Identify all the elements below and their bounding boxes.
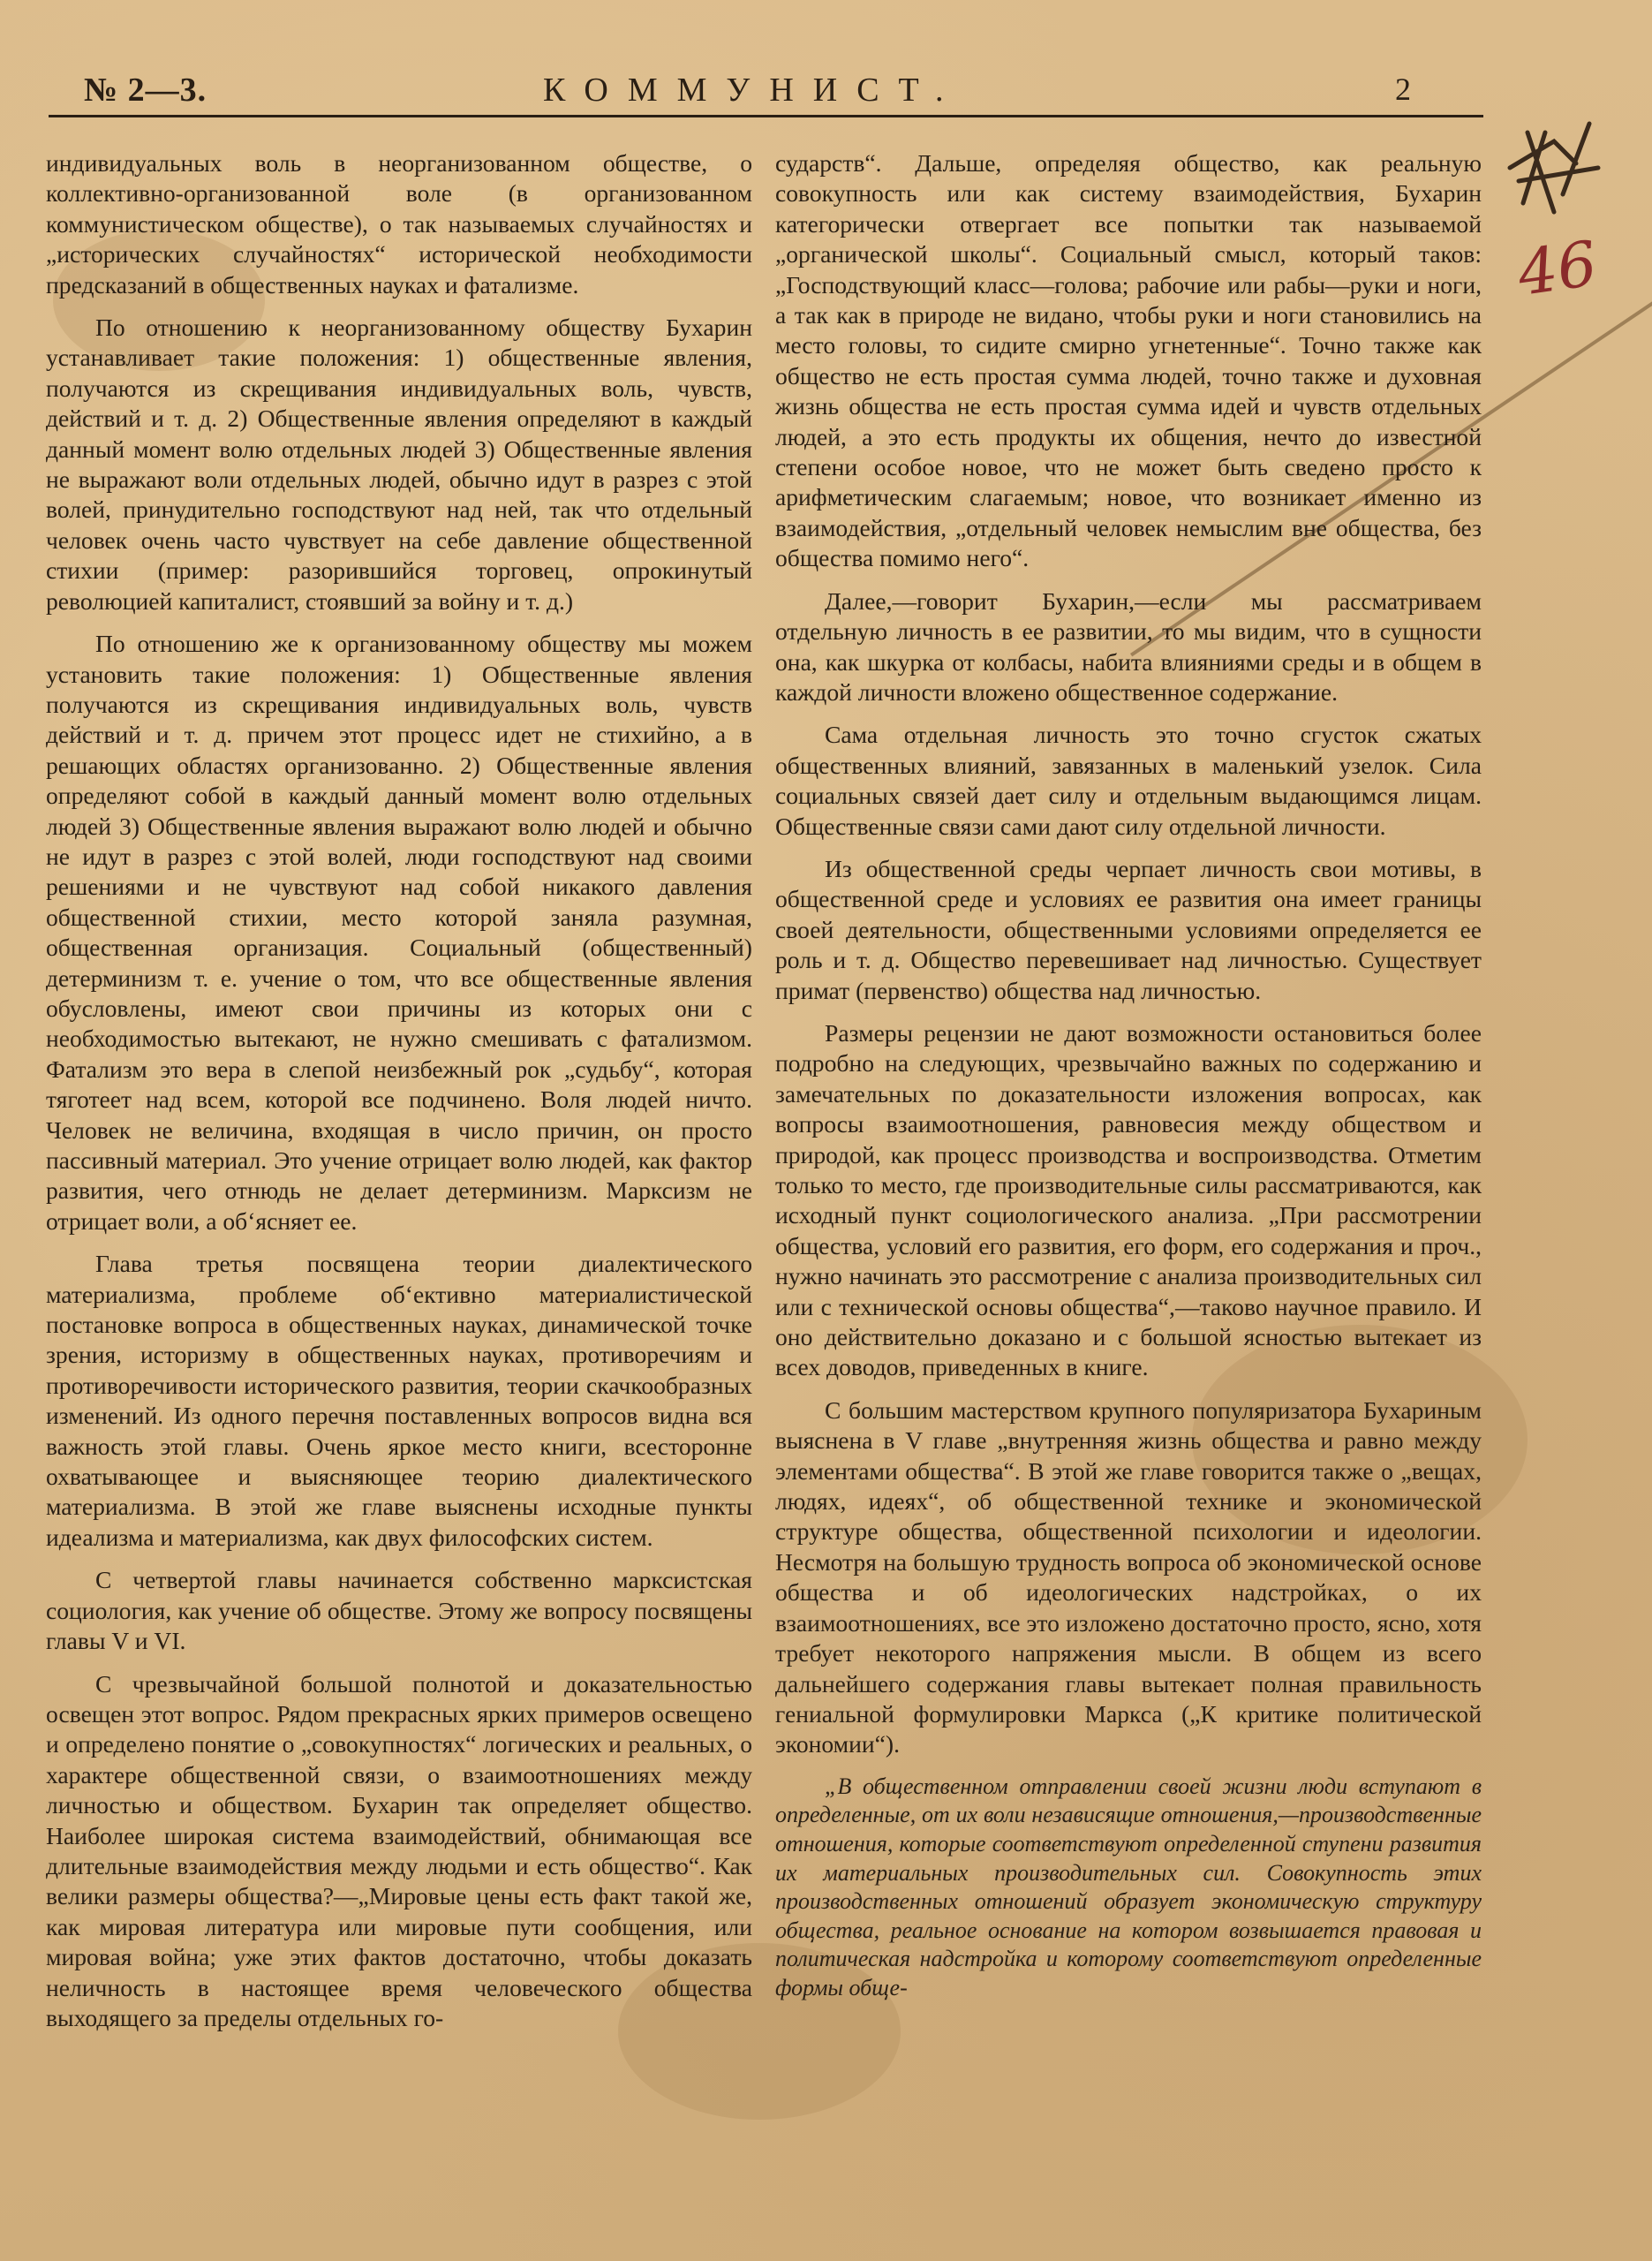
paragraph: Сама отдельная личность это точно сгусток сжатых общественных влияний, завязанных в маленький узелок. Сила социальных связей дает силу и отдельным выдающимся лицам. Общественные связи сами дают силу отдельной личности. bbox=[775, 721, 1482, 840]
masthead bbox=[49, 71, 1483, 124]
paragraph: С чрезвычайной большой полнотой и доказательностью освещен этот вопрос. Рядом прекрасных ярких примеров освещено и определено понятие о „совокупностях“ логических и реальных, о характере общественной связи, о взаимоотношениях между личностью и обществом. Бухарин так определяет общество. Наиболее широкая система взаимодействий, обнимающая все длительные взаимодействия между людьми и есть общество“. Как велики размеры общества?—„Мировые цены есть факт такой же, как мировая литература или мировые пути сообщения, или мировая война; уже этих фактов достаточно, чтобы доказать неличность в настоящее время человеческого общества выходящего за пределы отдельных го- bbox=[46, 1669, 752, 2031]
paragraph: По отношению к неорганизованному обществу Бухарин устанавливает такие положения: 1) общественные явления, получаются из скрещивания индивидуальных воль, чувств, действий и т. д. 2) Общественные явления определяют в каждый данный момент волю отдельных людей 3) Общественные явления не выражают воли отдельных людей, обычно идут в разрез с этой волей, принудительно господствуют над ней, так что отдельный человек очень часто чувствует на себе давление общественной стихии (пример: разорившийся торговец, опрокинутый революцией капиталист, стоявший за войну и т. д.) bbox=[46, 314, 752, 615]
paragraph: Далее,—говорит Бухарин,—если мы рассматриваем отдельную личность в ее развитии, то мы видим, что в сущности она, как шкурка от колбасы, набита влияниями среды и в общем в каждой личности вложено общественное содержание. bbox=[775, 586, 1482, 706]
right-column bbox=[775, 148, 1482, 2015]
issue-number: № 2—3. bbox=[84, 72, 207, 109]
paragraph: По отношению же к организованному обществу мы можем установить такие положения: 1) Общественные явления получаются из скрещивания индивидуальных воль, чувств действий и т. д. причем этот процесс идет не стихийно, а в решающих областях организованно. 2) Общественные явления определяют собой в каждый данный момент волю отдельных людей 3) Общественные явления выражают волю людей и обычно не идут в разрез с этой волей, люди господствуют над своими решениями и не чувствуют над собой никакого давления общественной стихии, место которой заняла разумная, общественная организация. Социальный (общественный) детерминизм т. е. учение о том, что все общественные явления обусловлены, имеют свои причины из которых они с необходимостью вытекают, не нужно смешивать с фатализмом. Фатализм это вера в слепой неизбежный рок „судьбу“, которая тяготеет над всем, которой все подчинено. Воля людей ничто. Человек не величина, входящая в число причин, он просто пассивный материал. Это учение отрицает волю людей, как фактор развития, чего отнюдь не делает детерминизм. Марксизм не отрицает воли, а об‘ясняет ее. bbox=[46, 630, 752, 1235]
paragraph: С большим мастерством крупного популяризатора Бухариным выяснена в V главе „внутренняя жизнь общества и равно между элементами общества“. В этой же главе говорится также о „вещах, людях, идеях“, об общественной технике и экономической структуре общества, общественной психологии и идеологии. Несмотря на большую трудность вопроса об экономической основе общества и об идеологических надстройках, о их взаимоотношениях, все это изложено достаточно просто, ясно, хотя требует некоторого напряжения мысли. В общем из всего дальнейшего содержания главы вытекает полная правильность гениальной формулировки Маркса („К критике политической экономии“). bbox=[775, 1395, 1482, 1758]
marx-quote: „В общественном отправлении своей жизни люди вступают в определенные, от их воли независящие отношения,—производственные отношения, которые соответствуют определенной ступени развития их материальных производительных сил. Совокупность этих производственных отношений образует экономическую структуру общества, реальное основание на котором возвышается правовая и политическая надстройка и которому соответствуют определенные формы обще- bbox=[775, 1773, 1482, 2000]
handwritten-annotation bbox=[1492, 115, 1625, 318]
paragraph: индивидуальных воль в неорганизованном обществе, о коллективно-организованной воле (в организованном коммунистическом обществе), о так называемых случайностях и „исторических случайностях“ исторической необходимости предсказаний в общественных науках и фатализме. bbox=[46, 149, 752, 299]
paragraph: С четвертой главы начинается собственно марксистская социология, как учение об обществе. Этому же вопросу посвящены главы V и VI. bbox=[46, 1566, 752, 1655]
paragraph: Размеры рецензии не дают возможности остановиться более подробно на следующих, чрезвычайно важных по содержанию и замечательных по доказательности изложения вопросах, как вопросы взаимоотношения, равновесия между обществом и природой, как процесс производства и воспроизводства. Отметим только то место, где производительные силы рассматриваются, как исходный пункт социологического анализа. „При рассмотрении общества, условий его развития, его форм, его содержания и проч., нужно начинать это рассмотрение с анализа производительных сил или с технической основы общества“,—таково научное правило. И оно действительно доказано и с большой ясностью вытекает из всех доводов, приведенных в книге. bbox=[775, 1018, 1482, 1381]
paragraph: Из общественной среды черпает личность свои мотивы, в общественной среде и условиях ее развития она имеет границы своей деятельности, общественными условиями определяется ее роль и т. д. Общество перевешивает над личностью. Существует примат (первенство) общества над личностью. bbox=[775, 854, 1482, 1004]
handwritten-number: 46 bbox=[1513, 227, 1602, 310]
newspaper-title: КОММУНИСТ. bbox=[543, 72, 963, 109]
paragraph: Глава третья посвящена теории диалектического материализма, проблеме об‘ективно материалистической постановке вопроса в общественных науках, динамической точке зрения, историзму в общественных науках, противоречиям и противоречивости исторического развития, теории скачкообразных изменений. Из одного перечня поставленных вопросов видна вся важность этой главы. Очень яркое место книги, всесторонне охватывающее и выясняющее теорию диалектического материализма. В этой же главе выяснены исходные пункты идеализма и материализма, как двух философских систем. bbox=[46, 1250, 752, 1551]
left-column bbox=[46, 148, 752, 2045]
header-rule bbox=[49, 115, 1483, 117]
paragraph: сударств“. Дальше, определяя общество, как реальную совокупность или как систему взаимодействия, Бухарин категорически отвергает все попытки так называемой „органической школы“. Социальный смысл, который таков: „Господствующий класс—голова; рабочие или рабы—руки и ноги, а так как в природе не видано, чтобы руки и ноги становились на место головы, то сидите смирно угнетенные“. Точно также как общество не есть простая сумма людей, точно также и духовная жизнь общества не есть простая сумма идей и чувств отдельных людей, а это есть продукты их общения, нечто до известной степени особое новое, что не может быть сведено просто к арифметическим слагаемым; новое, что возникает именно из взаимодействия, „отдельный человек немыслим вне общества, без общества помимо него“. bbox=[775, 149, 1482, 572]
page-number: 2 bbox=[1395, 72, 1411, 107]
